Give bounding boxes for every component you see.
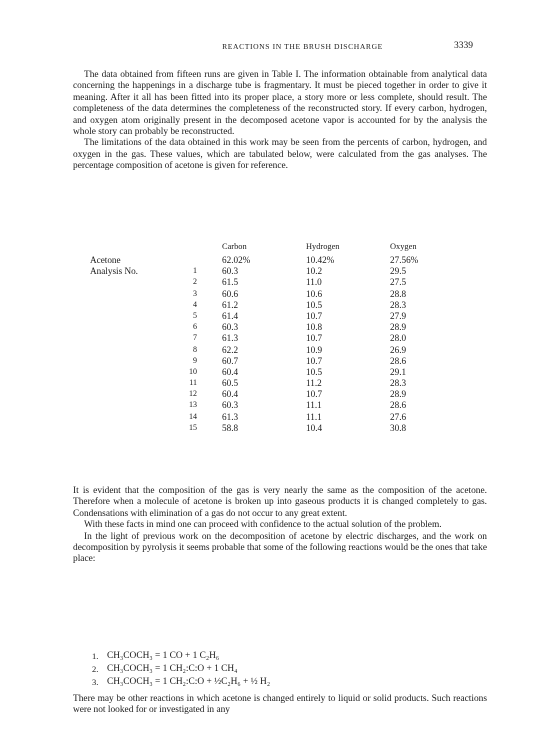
- carbon-value: 61.3: [222, 411, 239, 422]
- carbon-value: 62.2: [222, 344, 239, 355]
- row-label: Analysis No.: [90, 266, 138, 277]
- column-header-carbon: Carbon: [222, 242, 247, 251]
- running-title: REACTIONS IN THE BRUSH DISCHARGE: [222, 42, 383, 51]
- table-row: [90, 412, 470, 423]
- analysis-number: 15: [189, 422, 197, 432]
- carbon-value: 60.3: [222, 400, 239, 411]
- table-row: [90, 345, 470, 356]
- carbon-value: 61.5: [222, 277, 239, 288]
- oxygen-value: 26.9: [390, 344, 407, 355]
- oxygen-value: 28.9: [390, 389, 407, 400]
- table-row: [90, 266, 470, 277]
- oxygen-value: 27.5: [390, 277, 407, 288]
- carbon-value: 60.6: [222, 288, 239, 299]
- carbon-value: 60.3: [222, 322, 239, 333]
- column-header-hydrogen: Hydrogen: [306, 242, 340, 251]
- table-row: [90, 289, 470, 300]
- analysis-number: 5: [193, 310, 197, 320]
- oxygen-value: 27.9: [390, 310, 407, 321]
- paragraph: The limitations of the data obtained in this work may be seen from the percents of carbon, hydrogen, and oxygen in the gas. These values, which are tabulated below, were calculated from the gas analyses. The percentage composition of acetone is given for reference.: [73, 138, 487, 172]
- oxygen-value: 28.0: [390, 333, 407, 344]
- table-row: [90, 333, 470, 344]
- table-row: [90, 311, 470, 322]
- analysis-number: 2: [193, 277, 197, 287]
- table-row: [90, 322, 470, 333]
- table-row: [90, 389, 470, 400]
- table-row: [90, 356, 470, 367]
- hydrogen-value: 11.1: [306, 400, 322, 411]
- hydrogen-value: 10.8: [306, 322, 323, 333]
- analysis-number: 3: [193, 288, 197, 298]
- carbon-value: 60.4: [222, 389, 239, 400]
- table-row: [90, 423, 470, 434]
- table-row: [90, 367, 470, 378]
- composition-table: [90, 242, 470, 434]
- equation-text: CH₃COCH₃ = 1 CH₂:C:O + ½C₂H₆ + ½ H₂: [107, 677, 271, 687]
- oxygen-value: 28.6: [390, 355, 407, 366]
- hydrogen-value: 10.5: [306, 366, 323, 377]
- analysis-number: 14: [189, 411, 197, 421]
- oxygen-value: 29.5: [390, 266, 407, 277]
- carbon-value: 61.4: [222, 310, 239, 321]
- hydrogen-value: 10.42%: [306, 255, 335, 265]
- acetone-row: [90, 255, 470, 266]
- paragraph: The data obtained from fifteen runs are given in Table I. The information obtainable from analytical data concerning the happenings in a discharge tube is fragmentary. It must be pieced together in order to give it meaning. After it all has been fitted into its proper place, a story more or less complete, should result. The completeness of the data determines the completeness of the reconstructed story. If every carbon, hydrogen, and oxygen atom originally present in the decomposed acetone vapor is accounted for by the analysis the whole story can probably be reconstructed.: [73, 70, 487, 138]
- hydrogen-value: 11.1: [306, 411, 322, 422]
- analysis-number: 9: [193, 355, 197, 365]
- carbon-value: 62.02%: [222, 255, 251, 265]
- analysis-number: 6: [193, 322, 197, 332]
- hydrogen-value: 10.7: [306, 333, 323, 344]
- table-header: [90, 242, 470, 255]
- paragraph: There may be other reactions in which acetone is changed entirely to liquid or solid products. Such reactions were not looked for or investigated in any: [73, 694, 487, 716]
- hydrogen-value: 11.0: [306, 277, 322, 288]
- hydrogen-value: 10.7: [306, 310, 323, 321]
- equation-text: CH₃COCH₃ = 1 CO + 1 C₂H₆: [107, 651, 220, 661]
- paragraph: With these facts in mind one can proceed with confidence to the actual solution of the problem.: [84, 520, 442, 531]
- oxygen-value: 30.8: [390, 422, 407, 433]
- carbon-value: 61.3: [222, 333, 239, 344]
- table-row: [90, 400, 470, 411]
- analysis-number: 7: [193, 333, 197, 343]
- table-row: [90, 378, 470, 389]
- equation-number: 2.: [92, 664, 99, 674]
- carbon-value: 60.4: [222, 366, 239, 377]
- hydrogen-value: 10.7: [306, 389, 323, 400]
- oxygen-value: 28.3: [390, 378, 407, 389]
- column-header-oxygen: Oxygen: [390, 242, 417, 251]
- oxygen-value: 28.9: [390, 322, 407, 333]
- table-row: [90, 300, 470, 311]
- carbon-value: 58.8: [222, 422, 239, 433]
- analysis-number: 12: [189, 389, 197, 399]
- equation-text: CH₃COCH₃ = 1 CH₂:C:O + 1 CH₄: [107, 664, 238, 674]
- table-row: [90, 277, 470, 288]
- carbon-value: 60.5: [222, 378, 239, 389]
- carbon-value: 61.2: [222, 299, 239, 310]
- hydrogen-value: 10.2: [306, 266, 323, 277]
- carbon-value: 60.3: [222, 266, 239, 277]
- hydrogen-value: 10.6: [306, 288, 323, 299]
- hydrogen-value: 11.2: [306, 378, 322, 389]
- equation-number: 1.: [92, 651, 99, 661]
- hydrogen-value: 10.7: [306, 355, 323, 366]
- oxygen-value: 27.6: [390, 411, 407, 422]
- paragraph: It is evident that the composition of the gas is very nearly the same as the composition of the acetone. Therefore when a molecule of acetone is broken up into gaseous products it is changed completely to gas. Condensations with elimination of a gas do not occur to any great extent.: [73, 486, 487, 519]
- analysis-number: 1: [193, 266, 197, 276]
- hydrogen-value: 10.5: [306, 299, 323, 310]
- intro-text: [73, 70, 487, 173]
- analysis-number: 10: [189, 366, 197, 376]
- discussion-text: [73, 486, 487, 566]
- hydrogen-value: 10.9: [306, 344, 323, 355]
- carbon-value: 60.7: [222, 355, 239, 366]
- page-number: 3339: [454, 41, 473, 51]
- oxygen-value: 29.1: [390, 366, 407, 377]
- row-label: Acetone: [90, 255, 121, 265]
- equation-number: 3.: [92, 677, 99, 687]
- oxygen-value: 28.6: [390, 400, 407, 411]
- analysis-number: 8: [193, 344, 197, 354]
- analysis-number: 13: [189, 400, 197, 410]
- paragraph: In the light of previous work on the decomposition of acetone by electric discharges, and the work on decomposition by pyrolysis it seems probable that some of the following reactions would be the ones that take place:: [73, 531, 487, 565]
- hydrogen-value: 10.4: [306, 422, 323, 433]
- oxygen-value: 28.3: [390, 299, 407, 310]
- oxygen-value: 28.8: [390, 288, 407, 299]
- oxygen-value: 27.56%: [390, 255, 419, 265]
- analysis-number: 4: [193, 299, 197, 309]
- closing-text: [73, 694, 487, 717]
- analysis-number: 11: [189, 378, 197, 388]
